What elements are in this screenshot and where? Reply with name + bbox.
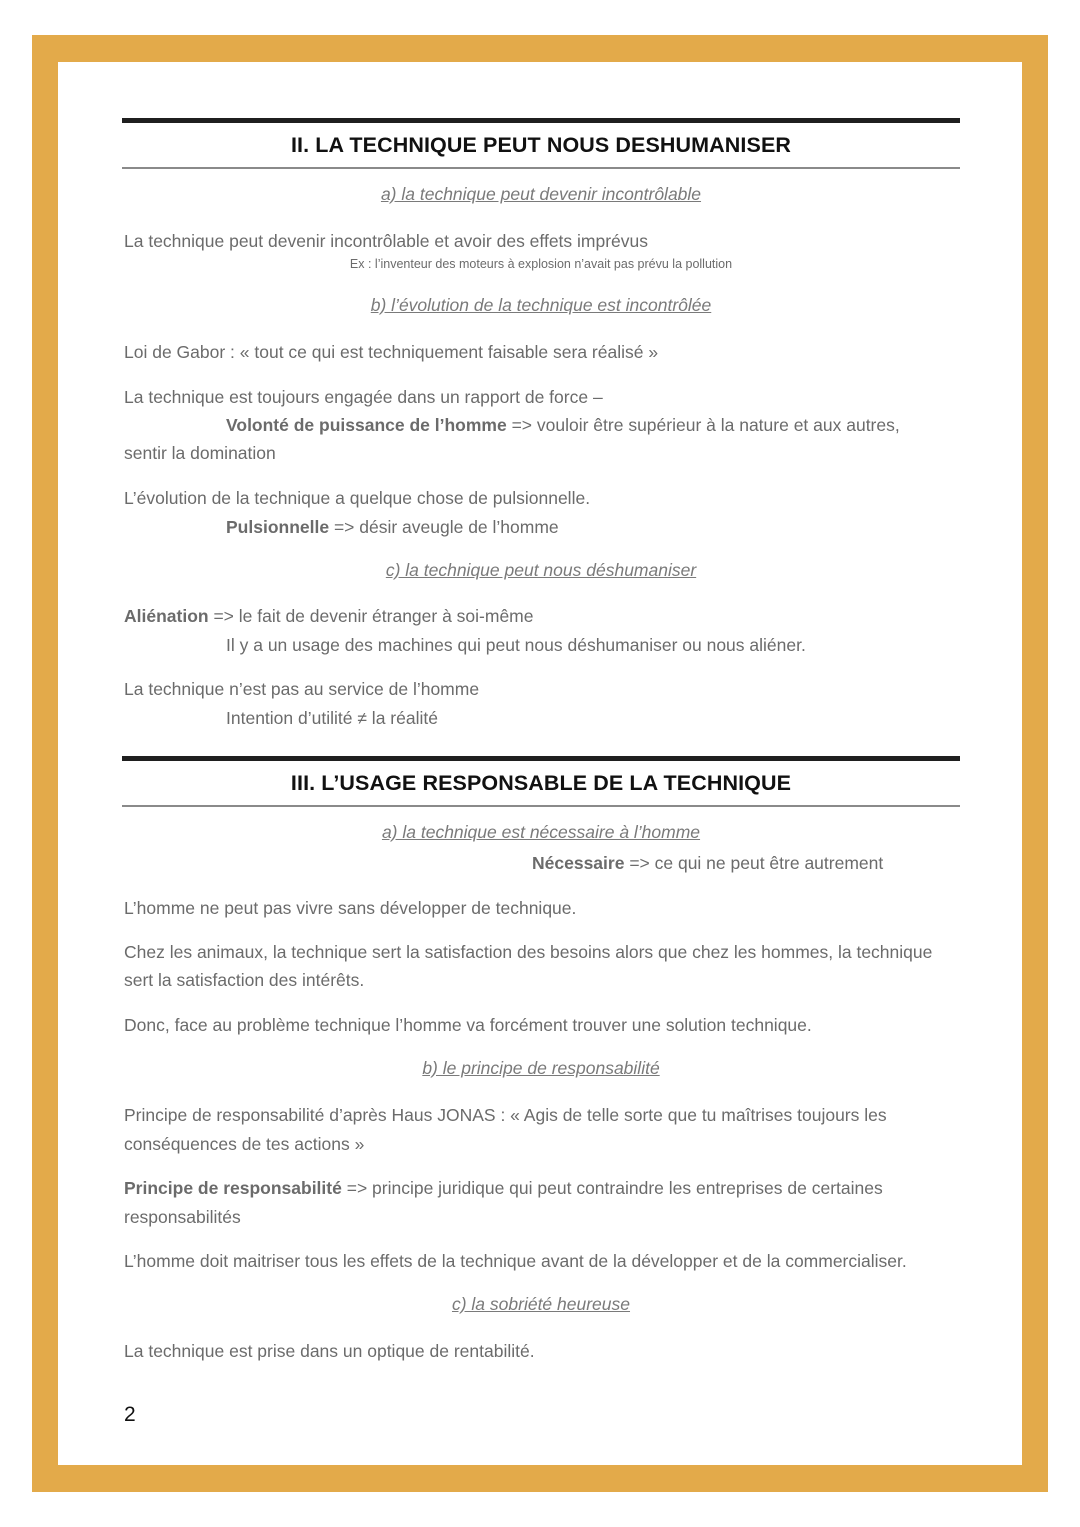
definition — [124, 1174, 962, 1203]
subsection-title: b) le principe de responsabilité — [422, 1058, 660, 1078]
subsection-title: c) la sobriété heureuse — [451, 1294, 631, 1314]
section-title: II. LA TECHNIQUE PEUT NOUS DESHUMANISER — [290, 132, 792, 157]
paragraph-line: conséquences de tes actions » — [124, 1134, 365, 1154]
paragraph: La technique peut devenir incontrôlable et avoir des effets imprévus — [124, 231, 649, 251]
section-title: III. L’USAGE RESPONSABLE DE LA TECHNIQUE — [290, 770, 792, 795]
term: Aliénation — [124, 606, 209, 626]
paragraph: La technique est toujours engagée dans un rapport de force – — [124, 387, 603, 407]
definition-text: => vouloir être supérieur à la nature et aux autres, — [506, 415, 900, 435]
example-note: Ex : l’inventeur des moteurs à explosion n’avait pas prévu la pollution — [349, 257, 733, 271]
definition-text: => le fait de devenir étranger à soi-même — [208, 606, 534, 626]
paragraph: Intention d’utilité ≠ la réalité — [226, 708, 438, 728]
definition — [124, 411, 1064, 440]
definition-text: => désir aveugle de l’homme — [329, 517, 559, 537]
paragraph-line: Chez les animaux, la technique sert la satisfaction des besoins alors que chez les hommes, la technique — [124, 942, 933, 962]
paragraph: L’homme ne peut pas vivre sans développer de technique. — [124, 898, 577, 918]
paragraph: La technique n’est pas au service de l’homme — [124, 679, 480, 699]
subsection-title: c) la technique peut nous déshumaniser — [385, 560, 697, 580]
paragraph: La technique est prise dans un optique de rentabilité. — [124, 1341, 535, 1361]
section-header-3 — [122, 756, 960, 807]
term: Pulsionnelle — [226, 517, 330, 537]
paragraph: Loi de Gabor : « tout ce qui est techniquement faisable sera réalisé » — [124, 342, 659, 362]
paragraph: Il y a un usage des machines qui peut nous déshumaniser ou nous aliéner. — [226, 635, 806, 655]
paragraph: Donc, face au problème technique l’homme va forcément trouver une solution technique. — [124, 1015, 812, 1035]
paragraph: L’homme doit maitriser tous les effets de la technique avant de la développer et de la commercialiser. — [124, 1251, 907, 1271]
definition-text: => principe juridique qui peut contraindre les entreprises de certaines — [341, 1178, 883, 1198]
definition — [124, 602, 962, 631]
subsection-title: b) l’évolution de la technique est incontrôlée — [370, 295, 712, 315]
paragraph-line: responsabilités — [124, 1207, 241, 1227]
definition — [532, 849, 960, 878]
page-number: 2 — [124, 1403, 136, 1426]
definition — [124, 513, 1064, 542]
definition-text: => ce qui ne peut être autrement — [624, 853, 884, 873]
paragraph: sentir la domination — [124, 443, 276, 463]
term: Nécessaire — [532, 853, 625, 873]
paragraph-line: sert la satisfaction des intérêts. — [124, 970, 365, 990]
paragraph: L’évolution de la technique a quelque chose de pulsionnelle. — [124, 488, 591, 508]
subsection-title: a) la technique est nécessaire à l’homme — [381, 822, 701, 842]
term: Principe de responsabilité — [124, 1178, 342, 1198]
section-header-2 — [122, 118, 960, 169]
term: Volonté de puissance de l’homme — [226, 415, 507, 435]
subsection-title: a) la technique peut devenir incontrôlable — [380, 184, 702, 204]
paragraph-line: Principe de responsabilité d’après Haus JONAS : « Agis de telle sorte que tu maîtrises toujours les — [124, 1105, 887, 1125]
